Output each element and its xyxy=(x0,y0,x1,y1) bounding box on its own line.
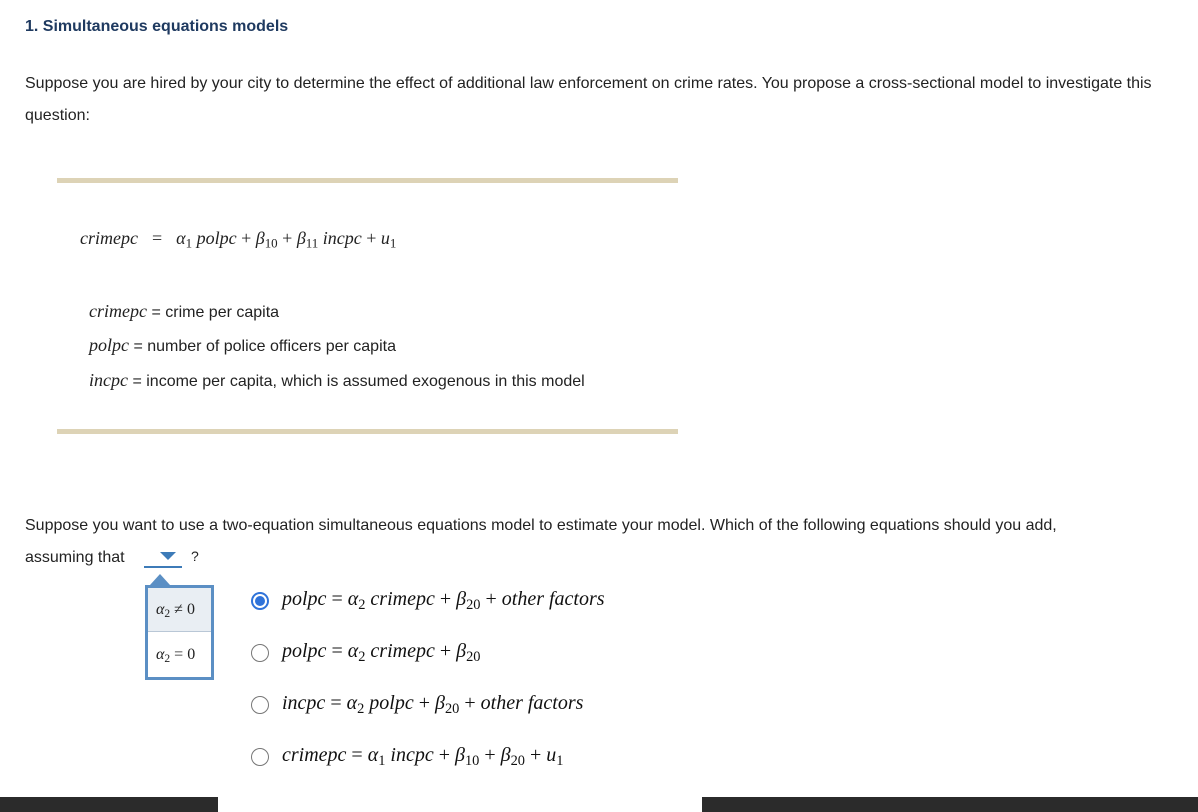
assumption-dropdown[interactable] xyxy=(144,548,182,568)
box-top-rule xyxy=(57,178,678,183)
radio-button[interactable] xyxy=(251,748,269,766)
answer-option-4-label: crimepc = $\alpha_1$ incpc + $\beta_{10} + \beta_{20} + u_1$ xyxy=(282,744,564,770)
intro-text: Suppose you are hired by your city to determine the effect of additional law enforcement on crime rates. You propose a cross-sectional model to investigate this question: xyxy=(25,75,1152,124)
definition-crimepc: crimepc = crime per capita xyxy=(89,301,280,321)
chevron-down-icon xyxy=(160,552,176,560)
definition-polpc: polpc = number of police officers per capita xyxy=(89,335,396,355)
bottom-toolbar-right xyxy=(702,797,1198,812)
definition-incpc: incpc = income per capita, which is assumed exogenous in this model xyxy=(89,370,585,390)
answer-option-3-label: incpc = $\alpha_2$ polpc + $\beta_{20}$ + other factors xyxy=(282,692,584,718)
radio-button[interactable] xyxy=(251,644,269,662)
box-bottom-rule xyxy=(57,429,678,434)
dropdown-option-alpha2-zero[interactable]: $\alpha_2 = 0$ xyxy=(156,646,196,666)
dropdown-option-alpha2-nonzero[interactable]: $\alpha_2 \ne 0$ xyxy=(148,588,211,632)
question-text: Suppose you want to use a two-equation simultaneous equations model to estimate your model. Which of the following equations should you add, assuming that xyxy=(25,517,1057,566)
question-mark: ? xyxy=(191,548,199,564)
radio-button[interactable] xyxy=(251,696,269,714)
answer-option-1-label: polpc = $\alpha_2$ crimepc + $\beta_{20}$ + other factors xyxy=(282,588,605,614)
answer-option-2-label: polpc = $\alpha_2$ crimepc + $\beta_{20}$ xyxy=(282,640,481,666)
bottom-toolbar-left xyxy=(0,797,218,812)
dropdown-pointer xyxy=(150,574,170,585)
model-equation: crimepc = $\alpha_1$ polpc + $\beta_{10} + \beta_{11}$ incpc + $u_1$ xyxy=(80,228,397,251)
dropdown-menu xyxy=(145,585,214,680)
page-title: 1. Simultaneous equations models xyxy=(25,18,289,35)
radio-button-checked[interactable] xyxy=(251,592,269,610)
